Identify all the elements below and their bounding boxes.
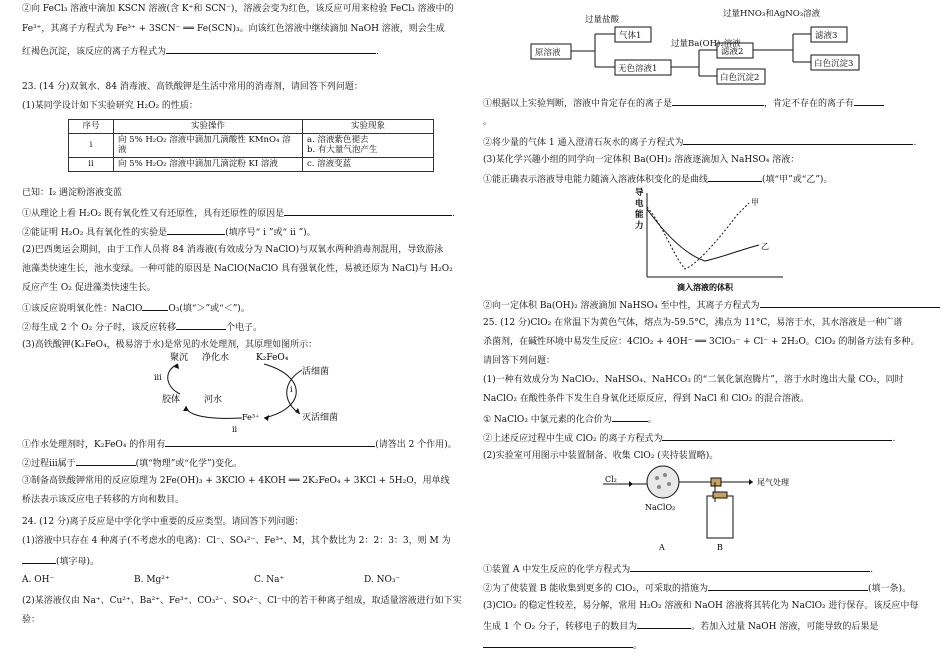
arrow-ii bbox=[186, 406, 242, 418]
q23-2-e-text: ②每生成 2 个 O₂ 分子时，该反应转移 bbox=[22, 323, 177, 333]
diagram-label-settle: 聚沉 bbox=[170, 353, 189, 363]
flow-filt2: 滤液2 bbox=[721, 47, 744, 57]
q23-1-b-text: ②能证明 H₂O₂ 具有氧化性的实验是 bbox=[22, 228, 168, 238]
table-row bbox=[69, 133, 434, 157]
r1-line bbox=[483, 97, 884, 110]
answer-blank[interactable] bbox=[630, 563, 870, 572]
q23-3-a-text: ①作水处理剂时，K₂FeO₄ 的作用有 bbox=[22, 440, 166, 450]
diagram-label-fe3: Fe³⁺ bbox=[242, 413, 260, 422]
label-yi: 乙 bbox=[761, 242, 769, 251]
q24-title: 24. (12 分)离子反应是中学化学中重要的反应类型。请回答下列问题： bbox=[22, 517, 304, 527]
diagram-label-river: 河水 bbox=[204, 395, 223, 405]
table-row bbox=[69, 157, 434, 171]
q23-2-line3: 反应产生 O₂ 促进藻类快速生长。 bbox=[22, 283, 156, 293]
graph-ylabel: 电 bbox=[635, 199, 644, 209]
q25-1-c bbox=[483, 413, 657, 426]
arrowhead bbox=[295, 408, 300, 414]
q25-3-line3 bbox=[483, 639, 642, 652]
answer-blank[interactable] bbox=[672, 97, 764, 106]
flow-white2: 白色沉淀2 bbox=[720, 73, 760, 83]
table-cell-op: 向 5% H₂O₂ 溶液中滴加几滴酸性 KMnO₄ 溶液 bbox=[114, 133, 303, 157]
q23-2-e-tail: 个电子。 bbox=[226, 323, 263, 333]
answer-blank[interactable] bbox=[637, 620, 691, 629]
option-b[interactable]: B. Mg²⁺ bbox=[134, 575, 170, 585]
answer-blank[interactable] bbox=[22, 555, 56, 564]
answer-blank[interactable] bbox=[760, 299, 940, 308]
diagram-label-colloid: 胶体 bbox=[162, 395, 181, 405]
answer-blank[interactable] bbox=[708, 582, 868, 591]
flow-hcl: 过量盐酸 bbox=[585, 15, 620, 25]
q25-1-c-tail: 。 bbox=[647, 415, 657, 425]
diagram-label-i: i bbox=[290, 385, 293, 394]
solid-particle bbox=[667, 482, 671, 486]
answer-blank[interactable] bbox=[76, 457, 136, 466]
q25-line3: 请回答下列问题： bbox=[483, 356, 556, 366]
stopper bbox=[711, 478, 721, 486]
q25-1-line1: (1)一种有效成分为 NaClO₂、NaHSO₄、NaHCO₃ 的“二氧化氯泡腾片”，溶于水时逸出大量 CO₂，同时 bbox=[483, 375, 904, 385]
answer-blank[interactable] bbox=[483, 639, 633, 648]
q25-2a: ①装置 A 中发生反应的化学方程式为 . bbox=[483, 565, 874, 575]
r3-intro: (3)某化学兴趣小组的同学向一定体积 Ba(OH)₂ 溶液逐滴加入 NaHSO₄ 溶液： bbox=[483, 155, 800, 165]
q23-3-b-tail: (填“物理”或“化学”)变化。 bbox=[135, 459, 243, 469]
answer-blank[interactable] bbox=[142, 302, 168, 311]
diagram-label-dead: 灭活细菌 bbox=[302, 413, 339, 423]
arrowhead bbox=[629, 481, 633, 487]
q25-line2: 杀菌剂，在碱性环境中易发生反应：4ClO₂ + 4OH⁻ ══ 3ClO₃⁻ + Cl⁻ + 2H₂O。ClO₂ 的制备方法有多种。 bbox=[483, 337, 920, 347]
q25-1-c-text: ① NaClO₂ 中氯元素的化合价为 bbox=[483, 415, 612, 425]
q25-line1: 25. (12 分)ClO₂ 在常温下为黄色气体，熔点为-59.5°C，沸点为 11°C，易溶于水，其水溶液是一种广谱 bbox=[483, 318, 903, 328]
q22-fecl3-line3-text: 红褐色沉淀，该反应的离子方程式为 bbox=[22, 47, 167, 57]
answer-blank[interactable] bbox=[284, 207, 452, 216]
q23-1-intro: (1)某同学设计如下实验研究 H₂O₂ 的性质： bbox=[22, 101, 198, 111]
phenomenon-b: b. 有大量气泡产生 bbox=[307, 145, 378, 156]
label-jia: 甲 bbox=[751, 198, 759, 207]
app-tail: 尾气处理 bbox=[757, 478, 789, 487]
phenomenon-a: a. 溶液紫色褪去 bbox=[307, 134, 369, 145]
q25-2b bbox=[483, 582, 911, 595]
diagram-label-live: 活细菌 bbox=[302, 367, 330, 377]
left-column bbox=[22, 0, 470, 671]
r3-2 bbox=[483, 299, 940, 312]
table-header: 序号 bbox=[69, 120, 114, 134]
q25-2b-text: ②为了使装置 B 能收集到更多的 ClO₂，可采取的措施为 bbox=[483, 584, 708, 594]
answer-blank[interactable] bbox=[612, 413, 648, 422]
diagram-label-k2feo4: K₂FeO₄ bbox=[256, 353, 289, 363]
ion-flowchart bbox=[523, 4, 933, 92]
table-cell-ph: c. 溶液变蓝 bbox=[303, 157, 434, 171]
r3-1-text: ①能正确表示溶液导电能力随滴入溶液体积变化的是曲线 bbox=[483, 175, 709, 185]
arrowhead bbox=[749, 479, 753, 485]
flow-baoh: 过量Ba(OH)₂溶液 bbox=[671, 39, 741, 49]
r3-1-tail: (填“甲”或“乙”)。 bbox=[762, 175, 833, 185]
curve-jia bbox=[647, 203, 749, 269]
answer-blank[interactable] bbox=[165, 438, 375, 447]
q23-title: 23. (14 分)双氧水、84 消毒液、高铁酸钾是生活中常用的消毒剂，请回答下列问题： bbox=[22, 82, 363, 92]
q25-3-line2 bbox=[483, 620, 878, 633]
app-cl2: Cl₂ bbox=[605, 475, 617, 484]
answer-blank[interactable] bbox=[176, 321, 226, 330]
q23-1-a-text: ①从理论上看 H₂O₂ 既有氧化性又有还原性，具有还原性的原因是 bbox=[22, 209, 285, 219]
r2-text: ②将少量的气体 1 通入澄清石灰水的离子方程式为 bbox=[483, 138, 684, 148]
answer-blank[interactable] bbox=[167, 226, 225, 235]
q25-2a-text: ①装置 A 中发生反应的化学方程式为 bbox=[483, 565, 631, 575]
q24-2-line1: (2)某溶液仅由 Na⁺、Cu²⁺、Ba²⁺、Fe³⁺、CO₃²⁻、SO₄²⁻、Cl⁻中的若干种离子组成，取适量溶液进行如下实 bbox=[22, 596, 462, 606]
q23-2-d-text: ①该反应说明氧化性：NaClO bbox=[22, 304, 143, 314]
q25-3-line2-text: 生成 1 个 O₂ 分子，转移电子的数目为 bbox=[483, 622, 638, 632]
q23-1-b-tail: (填序号“ i ”或“ ii ”)。 bbox=[225, 228, 316, 238]
diagram-label-iii: iii bbox=[154, 373, 162, 382]
table-cell-no: i bbox=[69, 133, 114, 157]
q23-3-c-line1: ③制备高铁酸钾常用的反应原理为 2Fe(OH)₃ + 3KClO + 4KOH ══ 2K₂FeO₄ + 3KCl + 5H₂O，用单线 bbox=[22, 476, 450, 486]
q23-3-b bbox=[22, 457, 242, 470]
q24-1-line2-text: (填字母)。 bbox=[56, 557, 100, 567]
app-b: B bbox=[717, 543, 723, 552]
flow-white3: 白色沉淀3 bbox=[814, 59, 854, 69]
app-a: A bbox=[659, 543, 665, 552]
flow-sol1: 无色溶液1 bbox=[618, 64, 658, 74]
solid-particle bbox=[655, 476, 659, 480]
solid-particle bbox=[657, 485, 661, 489]
table-cell-no: ii bbox=[69, 157, 114, 171]
curve-yi bbox=[647, 209, 759, 261]
bottle-b bbox=[707, 496, 733, 538]
q24-2-line2: 验： bbox=[22, 615, 41, 625]
answer-blank[interactable] bbox=[854, 97, 884, 106]
q23-3-b-text: ②过程iii属于 bbox=[22, 459, 76, 469]
q23-2-d-tail: O₃(填“＞”或“＜”)。 bbox=[168, 304, 250, 314]
q25-3-line2-mid: 。若加入过量 NaOH 溶液，可能导致的后果是 bbox=[691, 622, 879, 632]
q22-fecl3-line3: 红褐色沉淀，该反应的离子方程式为 . bbox=[22, 47, 379, 57]
option-a[interactable]: A. OH⁻ bbox=[22, 575, 55, 585]
table-cell-op: 向 5% H₂O₂ 溶液中滴加几滴淀粉 KI 溶液 bbox=[114, 157, 303, 171]
q23-2-line2: 池藻类快速生长，池水变绿。一种可能的原因是 NaClO(NaClO 具有强氧化性，易被还原为 NaCl)与 H₂O₂ bbox=[22, 264, 453, 274]
answer-blank[interactable] bbox=[683, 136, 913, 145]
table-header: 实验现象 bbox=[303, 120, 434, 134]
q23-2-line1: (2)巴西奥运会期间，由于工作人员将 84 消毒液(有效成分为 NaClO)与双氧水两种消毒剂混用，导致游泳 bbox=[22, 245, 444, 255]
solid-particle bbox=[663, 473, 667, 477]
apparatus-diagram bbox=[603, 462, 813, 554]
q22-fecl3-line2: Fe³⁺，其离子方程式为 Fe³⁺ + 3SCN⁻ ══ Fe(SCN)₃。向该红色溶液中继续滴加 NaOH 溶液，则会生成 bbox=[22, 24, 445, 34]
q25-3-end: 。 bbox=[633, 641, 643, 651]
q25-3-line1: (3)ClO₂ 的稳定性较差，易分解，常用 H₂O₂ 溶液和 NaOH 溶液将其转化为 NaClO₂ 进行保存。该反应中每 bbox=[483, 601, 919, 611]
q25-2-intro: (2)实验室可用图示中装置制备、收集 ClO₂ (夹持装置略)。 bbox=[483, 451, 719, 461]
graph-ylabel: 导 bbox=[635, 188, 644, 198]
answer-blank[interactable] bbox=[166, 45, 376, 54]
flow-filt3: 滤液3 bbox=[815, 31, 838, 41]
flask-a bbox=[647, 466, 679, 498]
graph-ylabel: 力 bbox=[635, 221, 644, 231]
experiment-table bbox=[68, 119, 434, 172]
option-d[interactable]: D. NO₃⁻ bbox=[364, 575, 401, 585]
q23-3-intro: (3)高铁酸钾(K₂FeO₄，极易溶于水)是常见的水处理剂，其原理如图所示： bbox=[22, 340, 318, 350]
q25-2b-tail: (填一条)。 bbox=[867, 584, 911, 594]
flow-orig: 原溶液 bbox=[535, 48, 561, 58]
q22-fecl3-line1: ②向 FeCl₃ 溶液中滴加 KSCN 溶液(含 K⁺和 SCN⁻)，溶液会变为红色，该反应可用来检验 FeCl₃ 溶液中的 bbox=[22, 4, 454, 14]
r1-mid: ，肯定不存在的离子有 bbox=[764, 99, 855, 109]
arrowhead bbox=[264, 415, 269, 421]
q24-1-line1: (1)溶液中只存在 4 种离子(不考虑水的电离)：Cl⁻、SO₄²⁻、Fe³⁺、M，其个数比为 2：2：3：3，则 M 为 bbox=[22, 536, 451, 546]
option-c[interactable]: C. Na⁺ bbox=[254, 575, 285, 585]
r2-line: ②将少量的气体 1 通入澄清石灰水的离子方程式为 . bbox=[483, 138, 917, 148]
table-header: 实验操作 bbox=[114, 120, 303, 134]
q23-2-e bbox=[22, 321, 262, 334]
q24-1-line2 bbox=[22, 555, 99, 568]
q23-3-a-tail: (请答出 2 个作用)。 bbox=[375, 440, 457, 450]
q23-3-c-line2: 桥法表示该反应电子转移的方向和数目。 bbox=[22, 495, 185, 505]
diagram-label-ii: ii bbox=[232, 425, 238, 434]
flow-hno3: 过量HNO₃和AgNO₃溶液 bbox=[723, 9, 821, 19]
q25-1-d: ②上述反应过程中生成 ClO₂ 的离子方程式为 . bbox=[483, 434, 896, 444]
q23-2-d bbox=[22, 302, 250, 315]
graph-ylabel: 能 bbox=[635, 210, 644, 220]
answer-blank[interactable] bbox=[708, 173, 762, 182]
q25-1-d-text: ②上述反应过程中生成 ClO₂ 的离子方程式为 bbox=[483, 434, 663, 444]
q23-3-a bbox=[22, 438, 457, 451]
diagram-label-purify: 净化水 bbox=[202, 353, 230, 363]
graph-xlabel: 滴入溶液的体积 bbox=[677, 282, 733, 292]
answer-blank[interactable] bbox=[662, 432, 892, 441]
r1-text: ①根据以上实验判断，溶液中肯定存在的离子是 bbox=[483, 99, 673, 109]
known-note: 已知：I₂ 遇淀粉溶液变蓝 bbox=[22, 188, 123, 198]
bottle-stopper bbox=[713, 492, 727, 498]
q23-1-b bbox=[22, 226, 316, 239]
r3-2-text: ②向一定体积 Ba(OH)₂ 溶液滴加 NaHSO₄ 至中性，其离子方程式为 bbox=[483, 301, 760, 311]
arrowhead bbox=[183, 406, 189, 411]
conductivity-graph bbox=[633, 185, 793, 295]
right-column bbox=[483, 0, 940, 671]
q23-1-a: ①从理论上看 H₂O₂ 既有氧化性又有还原性，具有还原性的原因是 . bbox=[22, 209, 456, 219]
q25-1-line2: NaClO₂ 在酸性条件下发生自身氧化还原反应，得到 NaCl 和 ClO₂ 的混合溶液。 bbox=[483, 394, 810, 404]
r1-end: 。 bbox=[483, 117, 493, 127]
ferrate-diagram bbox=[152, 350, 372, 435]
table-header-row bbox=[69, 120, 434, 134]
table-cell-ph bbox=[303, 133, 434, 157]
app-naclo2: NaClO₂ bbox=[645, 503, 676, 512]
flow-gas1: 气体1 bbox=[619, 31, 642, 41]
